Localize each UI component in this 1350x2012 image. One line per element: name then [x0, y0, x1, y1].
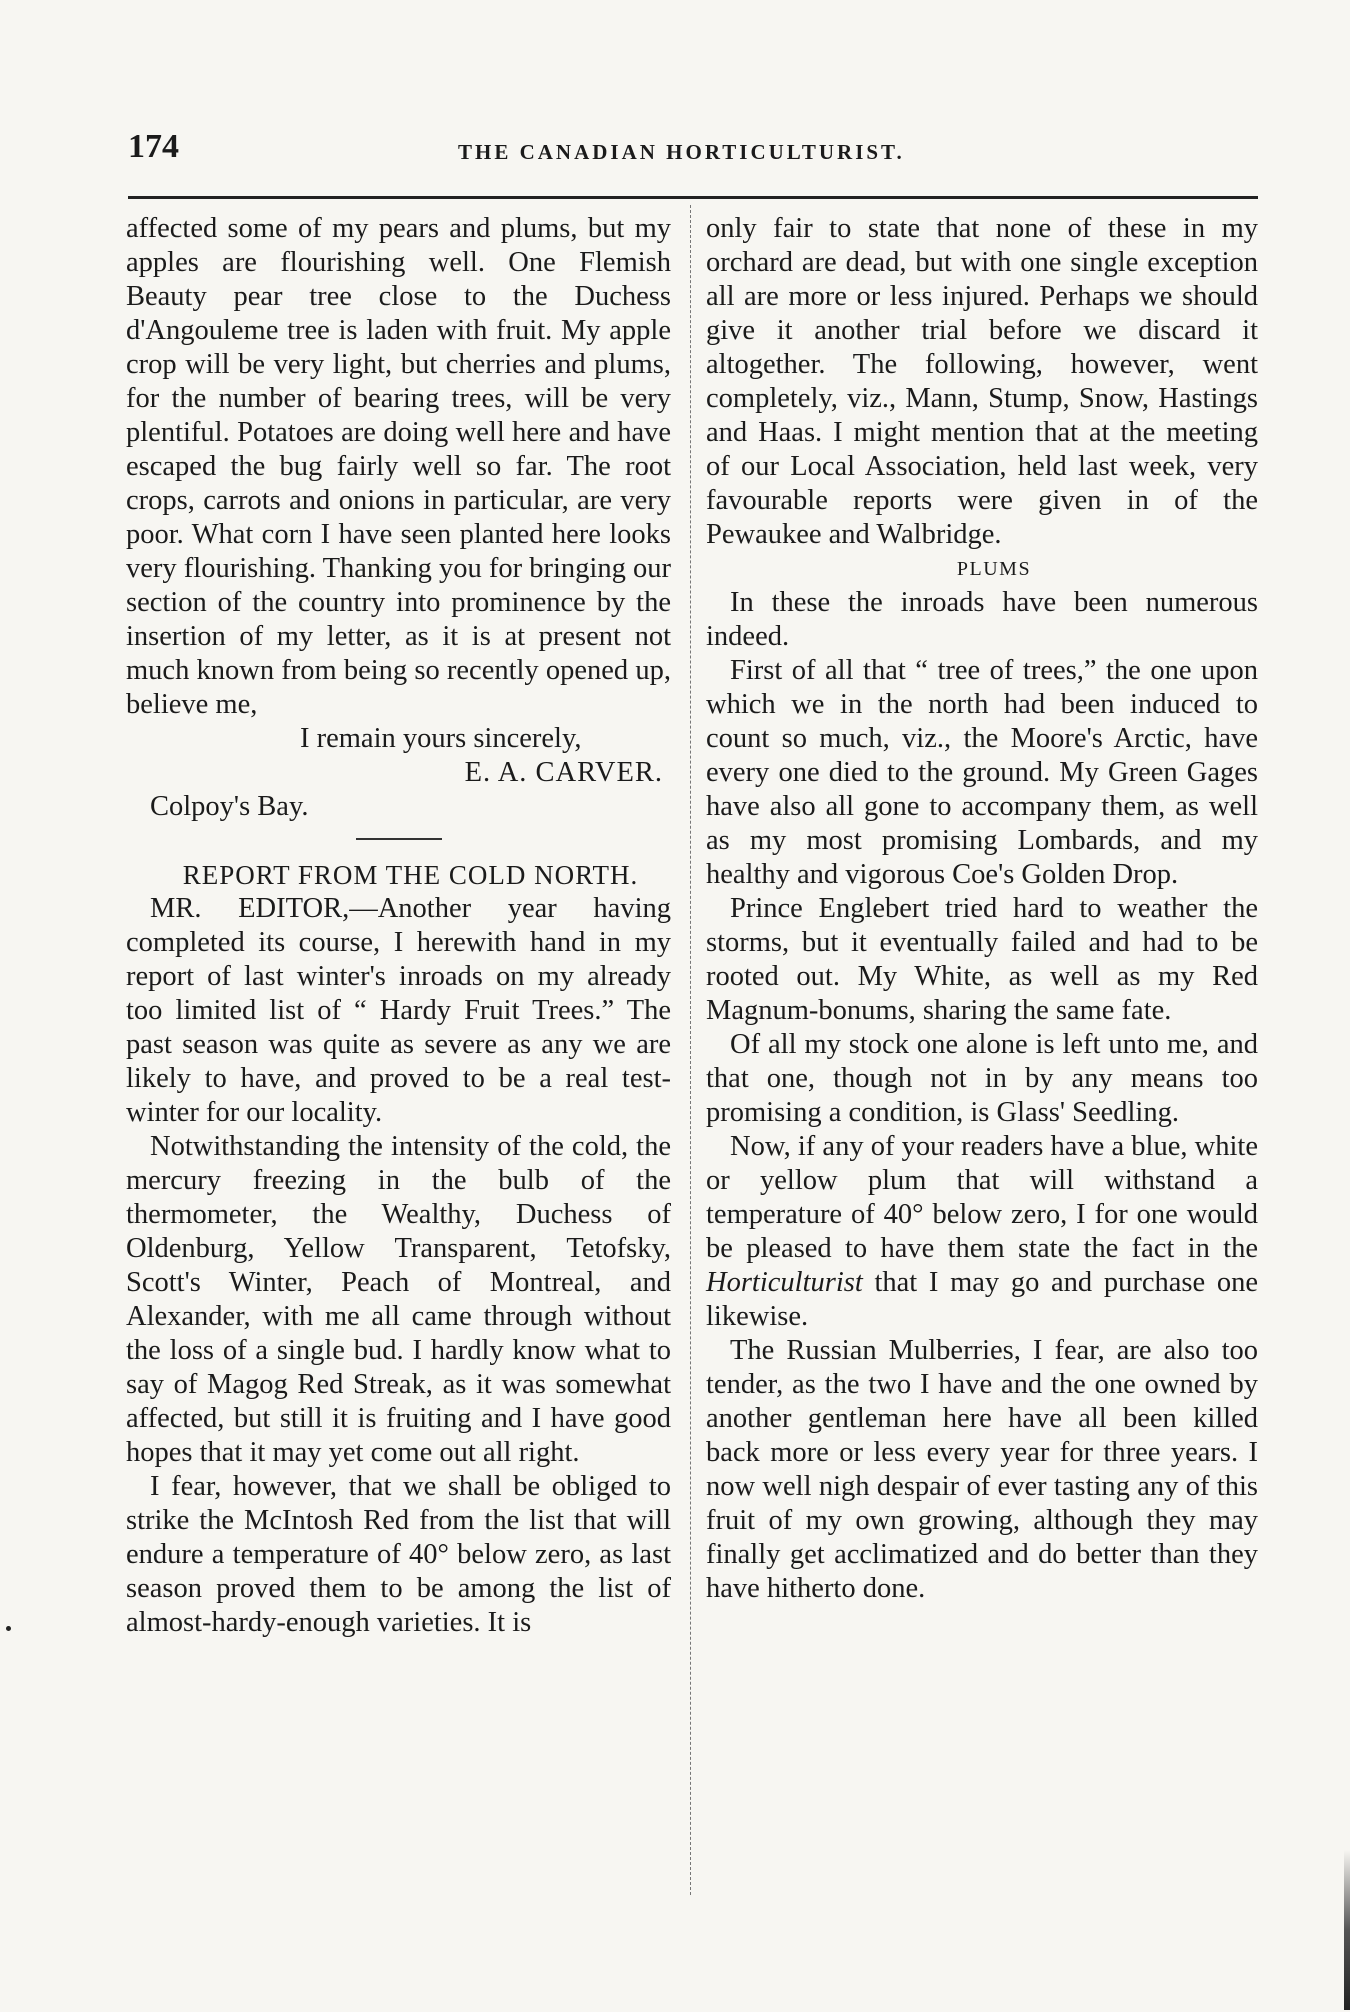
header-rule: [128, 196, 1258, 199]
left-column: [126, 212, 671, 1640]
report-paragraph-2: Notwithstanding the intensity of the cold, the mercury freezing in the bulb of the thermometer, the Wealthy, Duchess of Oldenburg, Yellow Transparent, Tetofsky, Scott's Winter, Peach of Montreal, and Alexander, with me all came through without the loss of a single bud. I hardly know what to say of Magog Red Streak, as it was somewhat affected, but still it is fruiting and I have good hopes that it may yet come out all right.: [126, 1131, 671, 1468]
letter-place: Colpoy's Bay.: [150, 791, 309, 822]
plums-paragraph-2: First of all that “ tree of trees,” the one upon which we in the north had been induced to count so much, viz., the Moore's Arctic, have every one died to the ground. My Green Gages have also all gone to accompany them, as well as my most promising Lombards, and my healthy and vigorous Coe's Golden Drop.: [706, 655, 1258, 890]
paragraph-5-text-b: that I may go and purchase one likewise.: [706, 1267, 1258, 1332]
report-continuation: only fair to state that none of these in my orchard are dead, but with one single exception all are more or less injured. Perhaps we should give it another trial before we discard it altogether. The following, however, went completely, viz., Mann, Stump, Snow, Hastings and Haas. I might mention that at the meeting of our Local Association, held last week, very favourable reports were given in of the Pewaukee and Walbridge.: [706, 213, 1258, 550]
column-divider: [690, 205, 691, 1895]
plums-heading: PLUMS: [956, 558, 1032, 580]
report-paragraph-1: MR. EDITOR,—Another year having completed its course, I herewith hand in my report of last winter's inroads on my already too limited list of “ Hardy Fruit Trees.” The past season was quite as severe as any we are likely to have, and proved to be a real test-winter for our locality.: [126, 893, 671, 1128]
running-title: THE CANADIAN HORTICULTURIST.: [458, 140, 905, 164]
plums-paragraph-3: Prince Englebert tried hard to weather the storms, but it eventually failed and had to be rooted out. My White, as well as my Red Magnum-bonums, sharing the same fate.: [706, 893, 1258, 1026]
letter-signature: E. A. CARVER.: [464, 757, 663, 788]
page-number: 174: [128, 128, 179, 165]
plums-paragraph-4: Of all my stock one alone is left unto me, and that one, though not in by any means too promising a condition, is Glass' Seedling.: [706, 1029, 1258, 1128]
scan-speck: [6, 1626, 11, 1631]
plums-paragraph-1: In these the inroads have been numerous indeed.: [706, 587, 1258, 652]
scan-edge-mark: [1344, 1850, 1350, 2010]
report-title: REPORT FROM THE COLD NORTH.: [182, 860, 639, 890]
section-divider: [356, 838, 442, 840]
plums-paragraph-5: [706, 1130, 1258, 1334]
letter-closing: I remain yours sincerely,: [300, 723, 582, 754]
report-paragraph-3: I fear, however, that we shall be obliged to strike the McIntosh Red from the list that will endure a temperature of 40° below zero, as last season proved them to be among the list of almost-hardy-enough varieties. It is: [126, 1471, 671, 1638]
right-column: [706, 212, 1258, 1606]
page-header: [128, 128, 1258, 178]
letter-continuation: affected some of my pears and plums, but my apples are flourishing well. One Flemish Beauty pear tree close to the Duchess d'Angouleme tree is laden with fruit. My apple crop will be very light, but cherries and plums, for the number of bearing trees, will be very plentiful. Potatoes are doing well here and have escaped the bug fairly well so far. The root crops, carrots and onions in particular, are very poor. What corn I have seen planted here looks very flourishing. Thanking you for bringing our section of the country into prominence by the insertion of my letter, as it is at present not much known from being so recently opened up, believe me,: [126, 213, 671, 720]
horticulturist-title: Horticulturist: [706, 1267, 863, 1298]
paragraph-5-text-a: Now, if any of your readers have a blue, white or yellow plum that will withstand a temperature of 40° below zero, I for one would be pleased to have them state the fact in the: [706, 1131, 1258, 1264]
mulberries-paragraph: The Russian Mulberries, I fear, are also too tender, as the two I have and the one owned by another gentleman here have all been killed back more or less every year for three years. I now well nigh despair of ever tasting any of this fruit of my own growing, although they may finally get acclimatized and do better than they have hitherto done.: [706, 1335, 1258, 1604]
